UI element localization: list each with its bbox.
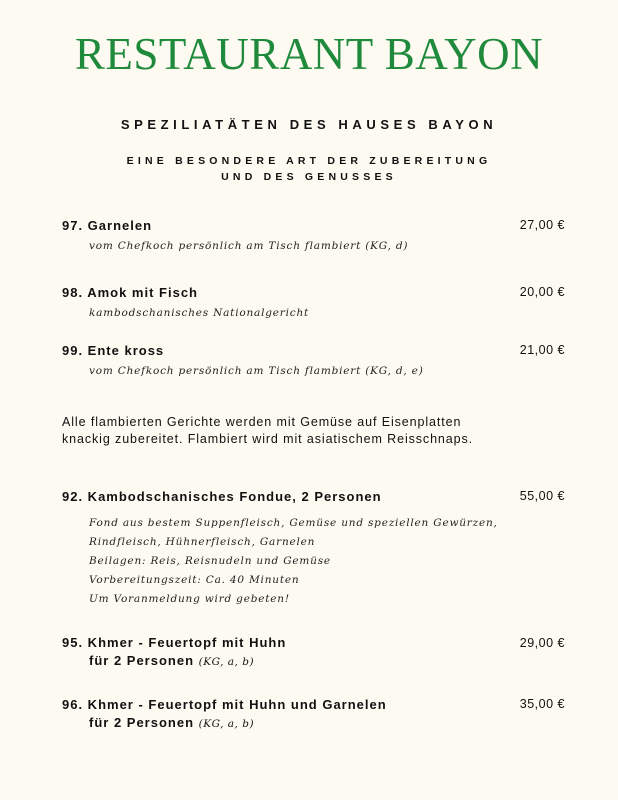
allergen-tag: (KG, a, b) (198, 718, 255, 730)
note-line: knackig zubereitet. Flambiert wird mit asiatischem Reisschnaps. (62, 432, 473, 446)
menu-item-price: 55,00 € (519, 489, 565, 503)
description-line: Beilagen: Reis, Reisnudeln und Gemüse (89, 555, 331, 567)
menu-item-name: 99. Ente kross (62, 343, 165, 358)
menu-item-description: kambodschanisches Nationalgericht (89, 307, 310, 319)
item-name-line2 (62, 652, 286, 671)
subheading-line: EINE BESONDERE ART DER ZUBEREITUNG (126, 155, 492, 167)
item-name-line2 (62, 714, 387, 733)
section-subheading (0, 153, 618, 185)
menu-item-price: 29,00 € (519, 636, 565, 650)
note-line: Alle flambierten Gerichte werden mit Gemüse auf Eisenplatten (62, 415, 462, 429)
item-name-line: 95. Khmer - Feuertopf mit Huhn (62, 635, 287, 650)
description-line: Vorbereitungszeit: Ca. 40 Minuten (89, 574, 300, 586)
description-line: Um Voranmeldung wird gebeten! (89, 593, 290, 605)
menu-item-description: vom Chefkoch persönlich am Tisch flambiert (KG, d) (89, 240, 409, 252)
allergen-tag: (KG, a, b) (198, 656, 255, 668)
menu-item-name: 92. Kambodschanisches Fondue, 2 Personen (62, 489, 382, 504)
menu-item-price: 20,00 € (519, 285, 565, 299)
subheading-line: UND DES GENUSSES (221, 171, 397, 183)
menu-item-price: 35,00 € (519, 697, 565, 711)
description-line: Rindfleisch, Hühnerfleisch, Garnelen (89, 536, 316, 548)
menu-item-description: vom Chefkoch persönlich am Tisch flambiert (KG, d, e) (89, 365, 424, 377)
menu-item-price: 27,00 € (519, 218, 565, 232)
menu-item-name (62, 696, 387, 733)
item-name-line: 96. Khmer - Feuertopf mit Huhn und Garnelen (62, 697, 387, 712)
menu-item-description (89, 514, 498, 609)
item-serving: für 2 Personen (89, 715, 195, 730)
menu-item-name: 98. Amok mit Fisch (62, 285, 198, 300)
menu-item-name (62, 634, 286, 671)
flambe-note (62, 414, 473, 448)
item-serving: für 2 Personen (89, 653, 195, 668)
section-heading: SPEZILIATÄTEN DES HAUSES BAYON (120, 117, 498, 132)
restaurant-title: RESTAURANT BAYON (74, 29, 544, 79)
menu-item-price: 21,00 € (519, 343, 565, 357)
description-line: Fond aus bestem Suppenfleisch, Gemüse und speziellen Gewürzen, (89, 517, 498, 529)
menu-item-name: 97. Garnelen (62, 218, 153, 233)
